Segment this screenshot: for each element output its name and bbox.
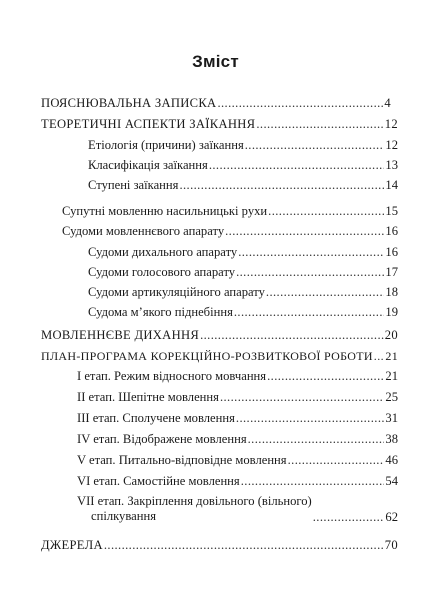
toc-entry-label: II етап. Шепітне мовлення xyxy=(77,390,219,404)
toc-entry-label: Судома м’якого піднебіння xyxy=(88,305,233,319)
toc-entry-speech-breathing[interactable] xyxy=(41,329,398,342)
leader-dots xyxy=(268,205,384,218)
toc-entry-label: Класифікація заїкання xyxy=(88,158,208,172)
leader-dots xyxy=(256,118,383,131)
leader-dots xyxy=(267,370,384,383)
toc-entry-page: 20 xyxy=(384,328,398,342)
toc-entry-label: Судоми дихального апарату xyxy=(88,245,238,259)
toc-entry-page: 4 xyxy=(384,96,391,110)
toc-entry-classification[interactable] xyxy=(88,159,398,172)
leader-dots xyxy=(236,412,385,425)
leader-dots xyxy=(225,225,384,238)
toc-entry-page: 25 xyxy=(385,390,398,404)
toc-entry-stage-7[interactable] xyxy=(77,494,398,524)
toc-entry-label: ТЕОРЕТИЧНІ АСПЕКТИ ЗАЇКАННЯ xyxy=(41,117,256,131)
toc-entry-label: Ступені заїкання xyxy=(88,178,179,192)
toc-entry-stage-6[interactable] xyxy=(77,475,398,488)
toc-entry-label: Судоми мовленнєвого апарату xyxy=(62,224,225,238)
toc-entry-label: Судоми артикуляційного апарату xyxy=(88,285,265,299)
leader-dots xyxy=(313,511,385,524)
toc-entry-label: IV етап. Відображене мовлення xyxy=(77,432,247,446)
toc-entry-label: І етап. Режим відносного мовчання xyxy=(77,369,267,383)
toc-entry-speech-spasms[interactable] xyxy=(62,225,398,238)
toc-entry-stage-5[interactable] xyxy=(77,454,398,467)
toc-entry-page: 54 xyxy=(385,474,398,488)
toc-entry-involuntary-movements[interactable] xyxy=(62,205,398,218)
toc-entry-page: 16 xyxy=(385,224,398,238)
leader-dots xyxy=(234,306,385,319)
toc-entry-page: 70 xyxy=(384,538,398,552)
toc-entry-label: Судоми голосового апарату xyxy=(88,265,236,279)
toc-entry-page: 13 xyxy=(385,158,398,172)
toc-entry-page: 14 xyxy=(385,178,398,192)
toc-entry-page: 18 xyxy=(385,285,398,299)
toc-entry-articulatory-spasms[interactable] xyxy=(88,286,398,299)
leader-dots xyxy=(248,433,385,446)
toc-entry-label-block xyxy=(77,494,312,524)
toc-entry-vocal-spasms[interactable] xyxy=(88,266,398,279)
leader-dots xyxy=(209,159,385,172)
toc-entry-label: VII етап. Закріплення довільного (вільного) xyxy=(77,494,312,508)
leader-dots xyxy=(104,539,384,552)
toc-entry-page: 21 xyxy=(385,369,398,383)
toc-entry-stage-4[interactable] xyxy=(77,433,398,446)
toc-entry-page: 19 xyxy=(385,305,398,319)
toc-entry-soft-palate-spasm[interactable] xyxy=(88,306,398,319)
toc-entry-page: 17 xyxy=(385,265,398,279)
leader-dots xyxy=(374,350,385,362)
toc-entry-page: 16 xyxy=(385,245,398,259)
toc-entry-label: Етіологія (причини) заїкання xyxy=(88,138,244,152)
page-title: Зміст xyxy=(192,52,239,71)
leader-dots xyxy=(200,329,384,342)
toc-entry-page: 15 xyxy=(385,204,398,218)
toc-entry-page: 46 xyxy=(385,453,398,467)
toc-entry-theoretical-aspects[interactable] xyxy=(41,118,398,131)
toc-entry-stage-3[interactable] xyxy=(77,412,398,425)
toc-entry-respiratory-spasms[interactable] xyxy=(88,246,398,259)
toc-entry-etiology[interactable] xyxy=(88,139,398,152)
toc-entry-stage-2[interactable] xyxy=(77,391,398,404)
leader-dots xyxy=(220,391,384,404)
leader-dots xyxy=(245,139,385,152)
toc-entry-label: III етап. Сполучене мовлення xyxy=(77,411,235,425)
toc-entry-label: ПОЯСНЮВАЛЬНА ЗАПИСКА xyxy=(41,96,217,110)
leader-dots xyxy=(241,475,385,488)
toc-entry-label: V етап. Питально-відповідне мовлення xyxy=(77,453,287,467)
toc-entry-sources[interactable] xyxy=(41,539,398,552)
leader-dots xyxy=(238,246,384,259)
toc-entry-stage-1[interactable] xyxy=(77,370,398,383)
toc-entry-page: 62 xyxy=(385,510,398,525)
leader-dots xyxy=(266,286,385,299)
toc-entry-page: 38 xyxy=(385,432,398,446)
toc-entry-page: 12 xyxy=(384,117,398,131)
toc-entry-page: 31 xyxy=(385,411,398,425)
toc-entry-label: МОВЛЕННЄВЕ ДИХАННЯ xyxy=(41,328,200,342)
leader-dots xyxy=(217,97,383,110)
toc-entry-label-continuation: спілкування xyxy=(91,509,156,523)
toc-entry-label: ДЖЕРЕЛА xyxy=(41,538,103,552)
toc-entry-page: 21 xyxy=(385,349,398,363)
leader-dots xyxy=(288,454,385,467)
toc-entry-plan-program[interactable] xyxy=(41,350,398,362)
toc-entry-explanatory-note[interactable] xyxy=(41,97,391,110)
toc-entry-degrees[interactable] xyxy=(88,179,398,192)
leader-dots xyxy=(236,266,384,279)
toc-entry-label: VI етап. Самостійне мовлення xyxy=(77,474,240,488)
toc-entry-label: Супутні мовленню насильницькі рухи xyxy=(62,204,268,218)
toc-entry-page: 12 xyxy=(385,138,398,152)
leader-dots xyxy=(179,179,384,192)
toc-entry-label: ПЛАН-ПРОГРАМА КОРЕКЦІЙНО-РОЗВИТКОВОЇ РОБОТИ xyxy=(41,349,373,363)
